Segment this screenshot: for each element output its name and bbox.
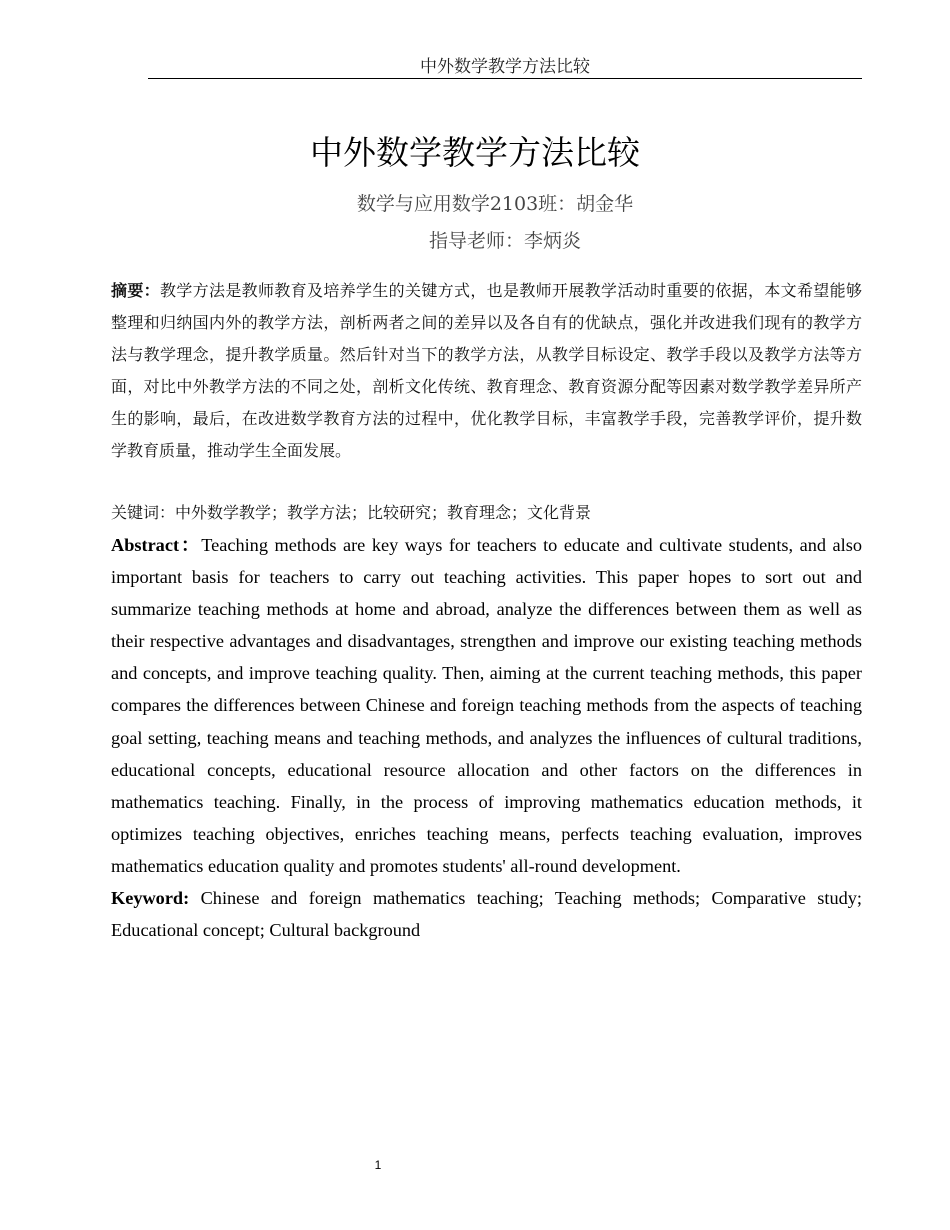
chinese-keywords-text: 中外数学教学；教学方法；比较研究；教育理念；文化背景 xyxy=(175,503,592,522)
english-keywords xyxy=(111,882,862,946)
advisor-line: 指导老师：李炳炎 xyxy=(428,230,581,252)
english-abstract-text: Teaching methods are key ways for teachers to educate and cultivate students, and also important basis for teachers to carry out teaching activities. This paper hopes to sort out and summarize teaching methods at home and abroad, analyze the differences between them as well as their respective advantages and disadvantages, strengthen and improve our existing teaching methods and concepts, and improve teaching quality. Then, aiming at the current teaching methods, this paper compares the differences between Chinese and foreign teaching methods from the aspects of teaching goal setting, teaching means and teaching methods, and analyzes the influences of cultural traditions, educational concepts, educational resource allocation and other factors on the differences in mathematics teaching. Finally, in the process of improving mathematics education methods, it optimizes teaching objectives, enriches teaching means, perfects teaching evaluation, improves mathematics education quality and promotes students' all-round development. xyxy=(111,535,862,876)
chinese-keywords xyxy=(111,497,862,529)
english-keywords-label: Keyword: xyxy=(111,888,190,908)
chinese-abstract-label: 摘要： xyxy=(111,281,160,300)
english-abstract xyxy=(111,529,862,882)
english-keywords-text: Chinese and foreign mathematics teaching; Teaching methods; Comparative study; Educational concept; Cultural background xyxy=(111,888,862,940)
chinese-abstract-text: 教学方法是教师教育及培养学生的关键方式，也是教师开展教学活动时重要的依据，本文希望能够整理和归纳国内外的教学方法，剖析两者之间的差异以及各自有的优缺点，强化并改进我们现有的教学方法与教学理念，提升教学质量。然后针对当下的教学方法，从教学目标设定、教学手段以及教学方法等方面，对比中外教学方法的不同之处，剖析文化传统、教育理念、教育资源分配等因素对数学教学差异所产生的影响，最后，在改进数学教育方法的过程中，优化教学目标，丰富教学手段，完善教学评价，提升数学教育质量，推动学生全面发展。 xyxy=(111,281,862,460)
paper-title: 中外数学教学方法比较 xyxy=(310,133,640,172)
chinese-abstract xyxy=(111,275,862,467)
page-number: 1 xyxy=(374,1158,382,1172)
english-abstract-label: Abstract： xyxy=(111,535,202,555)
author-line: 数学与应用数学2103班：胡金华 xyxy=(356,193,634,215)
running-header: 中外数学教学方法比较 xyxy=(148,57,862,79)
chinese-keywords-label: 关键词： xyxy=(111,503,176,522)
